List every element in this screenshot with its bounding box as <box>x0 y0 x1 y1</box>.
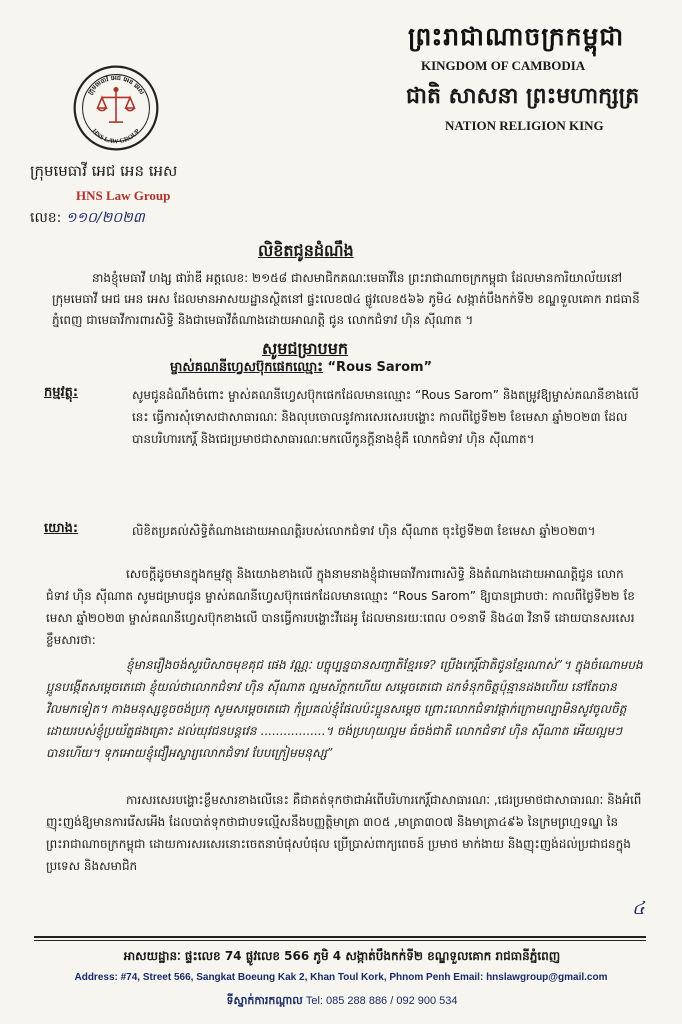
body-paragraph-2: សេចក្តីដូចមានក្នុងកម្មវត្ថុ និងយោងខាងលើ ក្នុងនាមនាងខ្ញុំជាមេធាវីការពារសិទ្ធិ និងតំណាងដោយអាណត្តិជូន លោកជំទាវ ហ៊ិន ស៊ីណាត សូមជម្រាបជូន ម្ចាស់គណនីហ្វេសប៊ុកផេកដែលមានឈ្មោះ “Rous Sarom” ឱ្យបានជ្រាបថា: កាលពីថ្ងៃទី២២ ខែមេសា ឆ្នាំ២០២៣ ម្ចាស់គណនីហ្វេសប៊ុកខាងលើ បានធ្វើការបង្ហោះវីដេអូ ដែលមានរយ:ពេល ០១នាទី និង៤៣ វិនាទី ដោយបានសរសេរខ្លឹមសារថា: <box>46 567 635 647</box>
scales-of-justice-icon <box>98 88 135 122</box>
recipient-name: “Rous Sarom” <box>327 360 433 375</box>
nation-motto-en: NATION RELIGION KING <box>445 118 604 133</box>
subject-text: សូមជូនដំណឹងចំពោះ ម្ចាស់គណនីហ្វេសប៊ុកផេកដែលមានឈ្មោះ “Rous Sarom” និងតម្រូវឱ្យម្ចាស់គណនីខាងលើនេះ ធ្វើការសុំទោសជាសាធារណៈ និងលុបចោលនូវការសេរសេរបង្ហោះ កាលពីថ្ងៃទី២២ ខែមេសា ឆ្នាំ២០២៣ ដែលបានបរិហារកេរ្តិ៍ និងជេរប្រមាថជាសាធារណៈមកលើកូនក្តីនាងខ្ញុំគឺ លោកជំទាវ ហ៊ិន ស៊ីណាត។ <box>132 388 639 446</box>
intro-paragraph: នាងខ្ញុំមេធាវី ហង្ស ផារ៉ាឌី អត្តលេខ: ២១៥៨ ជាសមាជិកគណៈមេធាវីនៃ ព្រះរាជាណាចក្រកម្ពុជា ដែលមានការិយាល័យនៅ ក្រុមមេធាវី អេជ អេន អេស ដែលមានអាសយដ្ឋានស្ថិតនៅ ផ្ទះលេខ៧៤ ផ្លូវលេខ៥៦៦ ភូមិ៤ សង្កាត់បឹងកក់ទី២ ខណ្ឌទួលគោក រាជធានីភ្នំពេញ ជាមេធាវីការពារសិទ្ធិ និងជាមេធាវីតំណាងដោយអាណត្តិ ជូន លោកជំទាវ ហ៊ិន ស៊ីណាត ។ <box>52 271 640 327</box>
body-paragraph-3: ការសរសេរបង្ហោះខ្លឹមសារខាងលើនេះ គឺជាគត់ទុកថាជាអំពើបរិហារកេរ្តិ៍ជាសាធារណៈ ,ជេរប្រមាថជាសាធារណៈ និងអំពើញុះញង់ឱ្យមានការរើសអើង ដែលបាត់ទុកថាជាបទល្មើសនឹងបញ្ញត្តិមាត្រា ៣០៥ ,មាត្រា៣០៧ និងមាត្រា៤៩៦ នៃក្រមព្រហ្មទណ្ឌ នៃព្រះរាជាណាចក្រកម្ពុជា ដោយការសរសេរនោះចេតនាបំផុសបំផុល ប្រើប្រាស់ពាក្យពេចន៍ ប្រមាថ មាក់ងាយ និងញុះញង់ដល់ប្រជាជនក្នុងប្រទេស និងសមាជិក <box>46 793 642 873</box>
kingdom-title-en: KINGDOM OF CAMBODIA <box>421 58 586 73</box>
logo-bottom-text: HNS LAW GROUP <box>90 127 142 146</box>
nation-motto-kh: ជាតិ សាសនា ព្រះមហាក្សត្រ <box>406 83 640 109</box>
firm-name-en: HNS Law Group <box>76 188 171 203</box>
office-phone: Tel: 085 288 886 / 092 900 534 <box>305 995 458 1007</box>
footer-divider <box>34 936 646 938</box>
kingdom-title-kh: ព្រះរាជាណាចក្រកម្ពុជា <box>408 22 625 51</box>
footer-address-kh: អាសយដ្ឋានៈ ផ្ទះលេខ 74 ផ្លូវលេខ 566 ភូមិ 4 សង្កាត់បឹងកក់ទី២ ខណ្ឌទួលគោក រាជធានីភ្នំពេញ <box>123 949 561 963</box>
recipient-line <box>170 359 432 378</box>
footer-office <box>36 994 648 1010</box>
footer-divider-thin <box>34 940 646 941</box>
reference-label: លេខ: <box>30 210 62 226</box>
reference-section-text: លិខិតប្រគល់សិទ្ធិតំណាងដោយអាណត្តិរបស់លោកជំទាវ ហ៊ិន ស៊ីណាត ចុះថ្ងៃទី២៣ ខែមេសា ឆ្នាំ២០២៣។ <box>132 524 596 538</box>
reference-number <box>30 208 145 229</box>
document-title: លិខិតជូនដំណឹង <box>258 241 354 260</box>
reference-value: ១១០/២០២៣ <box>65 210 145 226</box>
salutation-heading: សូមជម្រាបមក <box>262 339 349 358</box>
firm-logo <box>72 64 160 152</box>
footer-address-en: Address: #74, Street 566, Sangkat Boeung Kak 2, Khan Toul Kork, Phnom Penh Email: hnslawgroup@gmail.com <box>74 972 608 983</box>
reference-section-label: យោង: <box>44 521 79 536</box>
subject-label: កម្មវត្ថុ: <box>44 385 79 400</box>
handwritten-page-mark: ៤ <box>632 898 645 919</box>
office-label: ទីស្នាក់ការកណ្តាល <box>226 995 303 1007</box>
firm-name-kh: ក្រុមមេធាវី អេជ អេន អេស <box>30 162 178 180</box>
recipient-prefix: ម្ចាស់គណនីហ្វេសប៊ុកផេកឈ្មោះ <box>170 360 323 375</box>
logo-top-text: ក្រុមមេធាវី អេជ អេន អេស <box>86 74 146 96</box>
quoted-post-text: ខ្ញុំមានរឿងចង់សួរបិសាចមុខគុជ ផេង វណ្ណៈ បច្ចុប្បន្នបានសញ្ជាតិខ្មែរទេ? ប្រើងកេរ្តិ៍ជាតិជូនខ្មែរណាស់”។ ក្នុងចំណោមបងប្អូនបង្កើតសម្តេចតេជោ ខ្ញុំយល់ថាលោកជំទាវ ហ៊ិន ស៊ីណាត ល្អមស័ក្តកហើយ សម្តេចតេជោ ដកទំនុកចិត្តប៉ុន្មានដងហើយ នៅតែបានវិលមកទៀត។ កាងមនុស្សខូចចង់ប្រកុ សូមសម្តេចតេជោ កុំប្រគល់ខ្ញុំផែលប៉ះប្អូនសម្តេច ព្រោះលោកជំទាវផ្តាក់ក្រោមល្បាមិនសូវចូលចិត្ត ដោយរបស់ខ្ញុំប្រយ័ត្នផងគ្រោះ ដល់យុវជនបន្តវេន .................។ ចង់ប្រហុយល្អម ធំចង់ជាតិ លោកជំទាវ ហ៊ិន ស៊ីណាត អើយល្អមៗ បានហើយ។ ទុកអោយខ្ញុំជឿអស្ចារ្យលោកជំទាវ បែបក្រៀមមនុស្ស” <box>46 658 643 760</box>
